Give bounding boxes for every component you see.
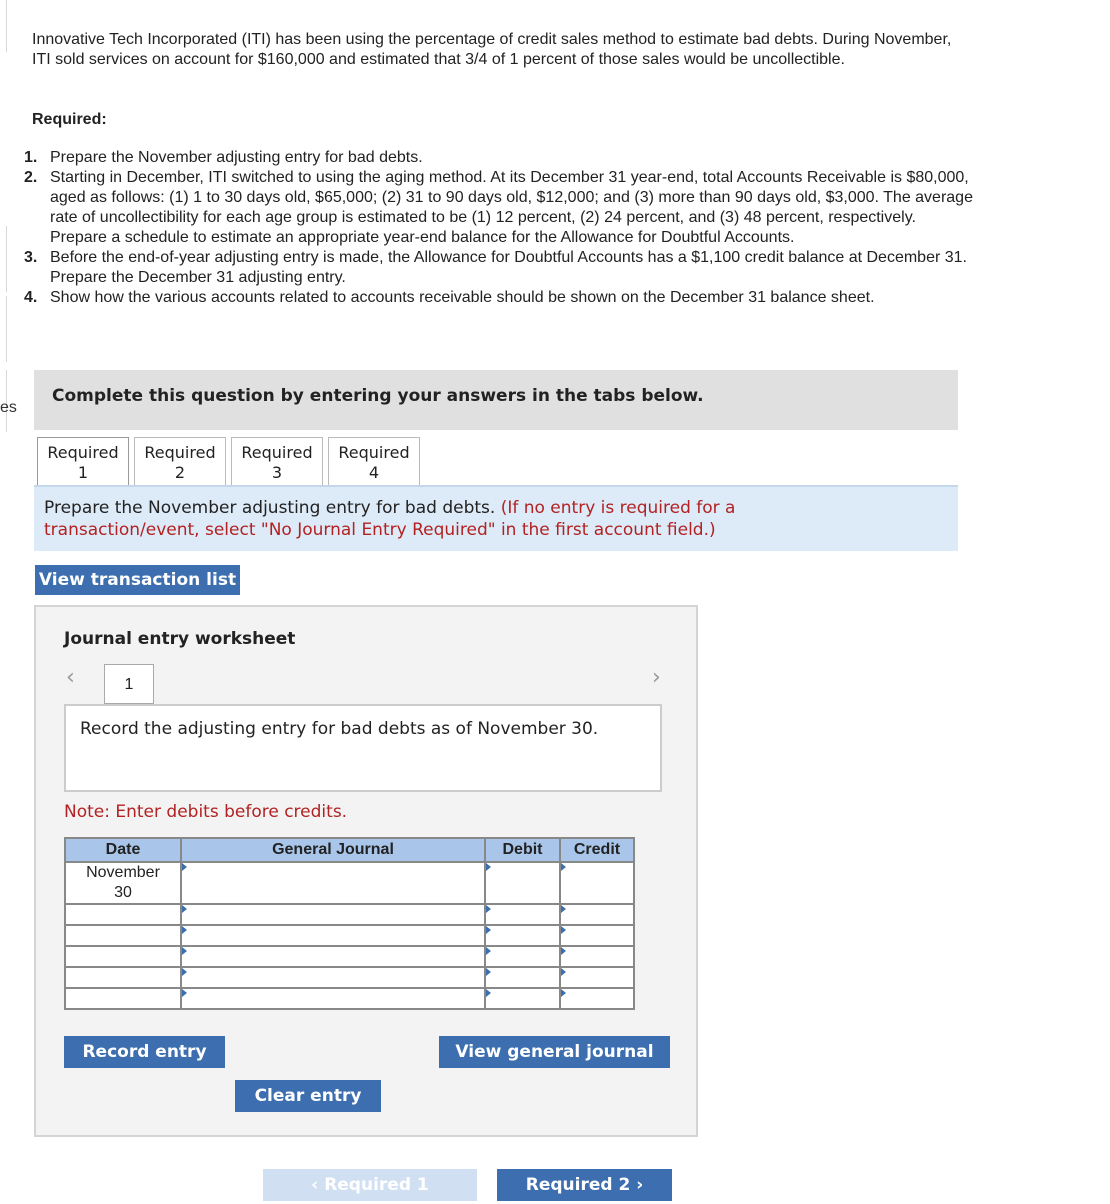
tab-required-4[interactable]: Required 4 (328, 437, 420, 485)
date-cell (65, 946, 181, 967)
table-row (65, 967, 634, 988)
tab-required-1[interactable]: Required 1 (37, 437, 129, 485)
credit-input[interactable] (560, 988, 634, 1009)
instruction-main: Prepare the November adjusting entry for bad debts. (44, 498, 496, 518)
complete-banner-text: Complete this question by entering your answers in the tabs below. (52, 386, 704, 406)
journal-table (64, 837, 635, 1010)
general-journal-column-header: General Journal (181, 838, 485, 862)
date-cell: November 30 (65, 862, 181, 904)
required-heading: Required: (32, 111, 107, 128)
credit-column-header: Credit (560, 838, 634, 862)
sidebar-edge (0, 296, 7, 362)
requirement-item: 3. Before the end-of-year adjusting entry is made, the Allowance for Doubtful Accounts has a $1,100 credit balance at December 31. Prepare the December 31 adjusting entry. (24, 249, 967, 286)
debit-input[interactable] (485, 925, 560, 946)
table-row (65, 988, 634, 1009)
account-input[interactable] (181, 967, 485, 988)
chevron-left-icon[interactable]: ‹ (66, 665, 75, 690)
date-cell (65, 988, 181, 1009)
next-required-button[interactable]: Required 2 › (497, 1169, 672, 1201)
journal-entry-worksheet (34, 605, 698, 1137)
table-row (65, 904, 634, 925)
credit-input[interactable] (560, 967, 634, 988)
chevron-right-icon: › (636, 1175, 644, 1195)
tab-required-2[interactable]: Required 2 (134, 437, 226, 485)
requirement-item: 4. Show how the various accounts related to accounts receivable should be shown on the December 31 balance sheet. (24, 289, 875, 306)
worksheet-title: Journal entry worksheet (64, 629, 296, 649)
debit-credit-note: Note: Enter debits before credits. (64, 802, 348, 822)
date-cell (65, 967, 181, 988)
table-row (65, 862, 634, 904)
view-general-journal-button[interactable]: View general journal (439, 1036, 670, 1068)
prev-required-button[interactable]: ‹ Required 1 (263, 1169, 477, 1201)
view-transaction-list-button[interactable]: View transaction list (35, 565, 240, 595)
debit-input[interactable] (485, 988, 560, 1009)
sidebar-edge (0, 226, 7, 292)
debit-input[interactable] (485, 862, 560, 904)
chevron-left-icon: ‹ (311, 1175, 319, 1195)
sidebar-edge (0, 0, 7, 52)
account-input[interactable] (181, 946, 485, 967)
entry-description-box (64, 704, 662, 792)
table-row (65, 946, 634, 967)
instruction-note: (If no entry is required for a transaction/event, select "No Journal Entry Required" in the first account field.) (44, 498, 736, 540)
account-input[interactable] (181, 988, 485, 1009)
requirements-list (24, 148, 974, 308)
requirement-item: 2. Starting in December, ITI switched to using the aging method. At its December 31 year-end, total Accounts Receivable is $80,000, aged as follows: (1) 1 to 30 days old, $65,000; (2) 31 to 90 days old, $12,000; and (3) more than 90 days old, $3,000. The average rate of uncollectibility for each age group is estimated to be (1) 12 percent, (2) 24 percent, and (3) 48 percent, respectively. Prepare a schedule to estimate an appropriate year-end balance for the Allowance for Doubtful Accounts. (24, 169, 973, 246)
date-column-header: Date (65, 838, 181, 862)
table-row (65, 925, 634, 946)
debit-input[interactable] (485, 946, 560, 967)
debit-input[interactable] (485, 967, 560, 988)
problem-intro: Innovative Tech Incorporated (ITI) has been using the percentage of credit sales method to estimate bad debts. During November, ITI sold services on account for $160,000 and estimated that 3/4 of 1 percent of those sales would be uncollectible. (32, 31, 952, 68)
credit-input[interactable] (560, 946, 634, 967)
date-cell (65, 925, 181, 946)
credit-input[interactable] (560, 862, 634, 904)
journal-table-header (65, 838, 634, 862)
debit-column-header: Debit (485, 838, 560, 862)
record-entry-button[interactable]: Record entry (64, 1036, 225, 1068)
account-input[interactable] (181, 904, 485, 925)
date-cell (65, 904, 181, 925)
debit-input[interactable] (485, 904, 560, 925)
entry-page-number[interactable]: 1 (104, 664, 154, 704)
complete-banner (34, 370, 958, 430)
credit-input[interactable] (560, 925, 634, 946)
clear-entry-button[interactable]: Clear entry (235, 1080, 381, 1112)
entry-description: Record the adjusting entry for bad debts as of November 30. (80, 719, 599, 739)
account-input[interactable] (181, 862, 485, 904)
requirement-item: 1. Prepare the November adjusting entry for bad debts. (24, 149, 423, 166)
credit-input[interactable] (560, 904, 634, 925)
sidebar-fragment: es (0, 399, 17, 416)
account-input[interactable] (181, 925, 485, 946)
instruction-panel (34, 487, 958, 551)
chevron-right-icon[interactable]: › (652, 665, 661, 690)
tab-required-3[interactable]: Required 3 (231, 437, 323, 485)
